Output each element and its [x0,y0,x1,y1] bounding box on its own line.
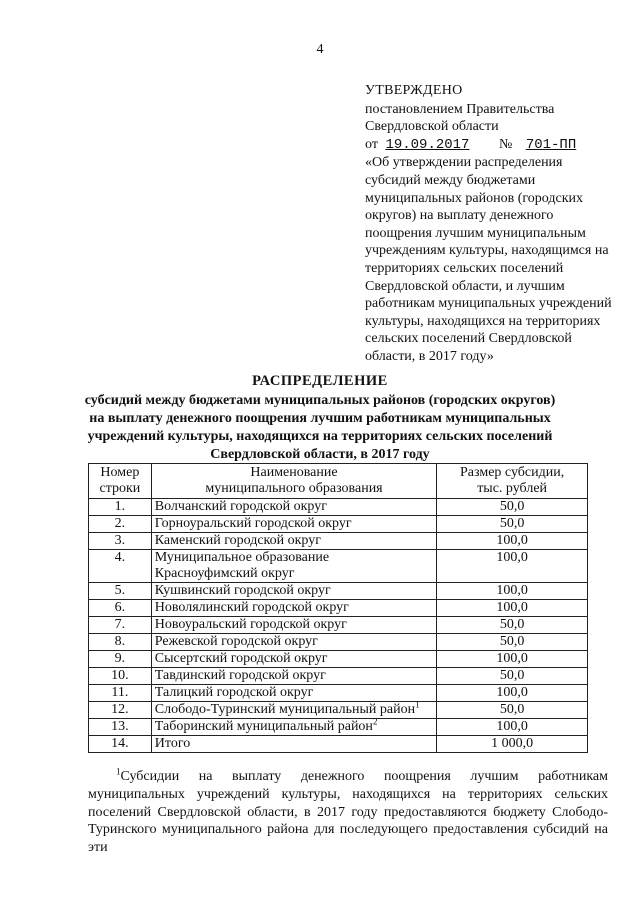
document-title [0,372,640,464]
table-row [89,634,588,651]
row-municipality-name [151,499,436,516]
municipality-name-text: Сысертский городской округ [154,651,328,666]
row-municipality-name [151,699,436,719]
municipality-name-text: Слободо-Туринский муниципальный район [154,702,416,717]
row-subsidy-amount: 50,0 [437,499,588,516]
table-row [89,550,588,583]
approval-quoted-title: «Об утверждении распределения субсидий между бюджетами муниципальных районов (городских округов) на выплату денежного поощрения лучшим муниципальным учреждениям культуры, находящимся на территориях сельских поселений Свердловской области, и лучшим работникам муниципальных учреждений культуры, находящихся на территориях сельских поселений Свердловской области, в 2017 году» [365,155,612,364]
footnote-reference: 2 [372,716,378,727]
title-line-3: учреждений культуры, находящихся на территориях сельских поселений [87,429,553,444]
row-number: 14. [89,736,152,753]
header-name [151,464,436,499]
municipality-name-text: Волчанский городской округ [154,499,327,514]
header-number-line-2: строки [99,481,141,496]
footnote-reference: 1 [415,699,420,710]
municipality-name-text: Новоуральский городской округ [154,617,347,632]
approval-line-1: постановлением Правительства [365,101,555,117]
row-subsidy-amount: 100,0 [437,533,588,550]
table-row [89,600,588,617]
row-subsidy-amount: 100,0 [437,583,588,600]
row-number: 3. [89,533,152,550]
table-row [89,685,588,702]
table-row [89,719,588,736]
municipality-name-text: Муниципальное образование Красноуфимский округ [154,550,330,581]
title-main: РАСПРЕДЕЛЕНИЕ [252,373,388,389]
row-number: 11. [89,685,152,702]
municipality-name-text: Новолялинский городской округ [154,600,349,615]
row-number: 5. [89,583,152,600]
municipality-name-text: Итого [154,736,191,751]
title-line-2: на выплату денежного поощрения лучшим работникам муниципальных [89,411,551,426]
table-row [89,668,588,685]
approval-line-2: Свердловской области [365,119,499,135]
footnote-text: Субсидии на выплату денежного поощрения лучшим работникам муниципальных учреждений культуры, находящихся на территориях сельских поселений Свердловской области, в 2017 году предоставляются бюджету Слободо-Туринского муниципального района для последующего предоставления субсидий на эти [88,769,608,856]
row-subsidy-amount: 50,0 [437,702,588,719]
row-municipality-name [151,634,436,651]
row-municipality-name [151,583,436,600]
approval-heading: УТВЕРЖДЕНО [365,83,463,98]
table-header-row [89,464,588,499]
header-number-line-1: Номер [100,465,140,480]
row-municipality-name [151,736,436,753]
row-municipality-name [151,668,436,685]
row-municipality-name [151,600,436,617]
row-subsidy-amount: 100,0 [437,685,588,702]
row-municipality-name [151,651,436,668]
header-amount-line-1: Размер субсидии, [460,465,565,480]
row-number: 6. [89,600,152,617]
row-number: 2. [89,516,152,533]
row-number: 12. [89,702,152,719]
table-row [89,617,588,634]
row-municipality-name [151,516,436,533]
date-value: 19.09.2017 [385,136,470,153]
header-amount [437,464,588,499]
row-subsidy-amount: 50,0 [437,634,588,651]
subsidies-table [88,463,588,753]
header-name-line-1: Наименование [250,465,338,480]
municipality-name-text: Горноуральский городской округ [154,516,352,531]
row-municipality-name [151,533,436,550]
date-label: от [365,136,378,152]
row-municipality-name [151,617,436,634]
municipality-name-text: Таборинский муниципальный район [154,719,373,734]
row-number: 10. [89,668,152,685]
approval-stamp [365,82,620,366]
table-row [89,516,588,533]
row-subsidy-amount: 1 000,0 [437,736,588,753]
row-subsidy-amount: 100,0 [437,550,588,583]
table-row [89,533,588,550]
header-number [89,464,152,499]
table-row [89,651,588,668]
table-row [89,499,588,516]
row-number: 4. [89,550,152,583]
table-row [89,702,588,719]
municipality-name-text: Каменский городской округ [154,533,321,548]
row-municipality-name [151,550,436,583]
table-row [89,736,588,753]
row-number: 13. [89,719,152,736]
row-subsidy-amount: 50,0 [437,668,588,685]
page-number: 4 [316,42,324,57]
municipality-name-text: Кушвинский городской округ [154,583,331,598]
row-number: 8. [89,634,152,651]
footnote-marker: 1 [116,766,121,777]
row-subsidy-amount: 50,0 [437,516,588,533]
row-number: 9. [89,651,152,668]
row-subsidy-amount: 100,0 [437,600,588,617]
row-subsidy-amount: 50,0 [437,617,588,634]
row-subsidy-amount: 100,0 [437,719,588,736]
table-row [89,583,588,600]
approval-date-number [365,136,620,155]
row-subsidy-amount: 100,0 [437,651,588,668]
row-municipality-name [151,685,436,702]
row-number: 1. [89,499,152,516]
header-name-line-2: муниципального образования [205,481,383,496]
number-value: 701-ПП [525,136,577,153]
footnote [88,768,608,857]
title-line-4: Свердловской области, в 2017 году [210,447,430,462]
number-label: № [498,136,513,152]
municipality-name-text: Режевской городской округ [154,634,318,649]
header-amount-line-2: тыс. рублей [477,481,548,496]
municipality-name-text: Талицкий городской округ [154,685,314,700]
municipality-name-text: Тавдинский городской округ [154,668,326,683]
row-municipality-name [151,716,436,736]
row-number: 7. [89,617,152,634]
title-line-1: субсидий между бюджетами муниципальных районов (городских округов) [84,393,556,408]
